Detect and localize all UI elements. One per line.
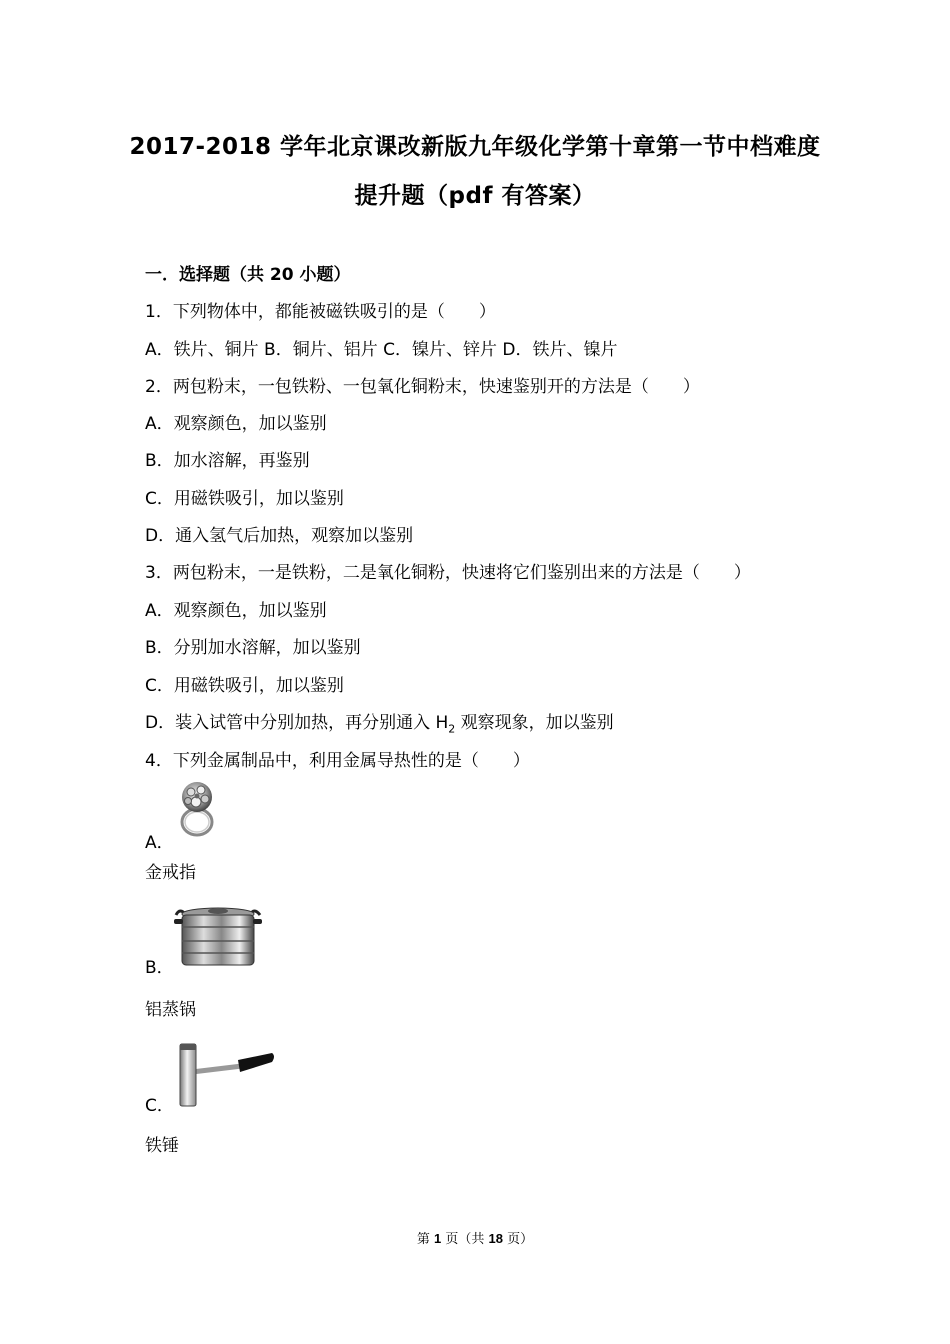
question-2-stem: 2．两包粉末，一包铁粉、一包氧化铜粉末，快速鉴别开的方法是（ ） [145,377,700,397]
option-d-text-pre: D．装入试管中分别加热，再分别通入 H [145,713,449,733]
question-2-option-b: B．加水溶解，再鉴别 [145,451,310,471]
question-1-stem: 1．下列物体中，都能被磁铁吸引的是（ ） [145,302,496,322]
question-4-option-c-caption: 铁锤 [145,1136,179,1156]
question-3-option-a: A．观察颜色，加以鉴别 [145,601,327,621]
question-4-option-a-letter: A． [145,833,174,853]
gold-ring-image [175,778,220,840]
question-2-option-c: C．用磁铁吸引，加以鉴别 [145,489,344,509]
section-heading: 一．选择题（共 20 小题） [145,265,351,285]
footer-page-number: 1 [434,1231,442,1246]
question-3-option-d [145,708,614,735]
question-1-options: A．铁片、铜片 B．铜片、铝片 C．镍片、锌片 D．铁片、镍片 [145,340,618,360]
question-3-stem: 3．两包粉末，一是铁粉，二是氧化铜粉，快速将它们鉴别出来的方法是（ ） [145,563,751,583]
footer-total-pages: 18 [488,1231,503,1246]
page-title-line2: 提升题（pdf 有答案） [354,183,596,209]
question-4-stem: 4．下列金属制品中，利用金属导热性的是（ ） [145,751,530,771]
page-title-line1: 2017-2018 学年北京课改新版九年级化学第十章第一节中档难度 [129,134,821,160]
question-4-option-b-letter: B． [145,958,174,978]
option-d-text-post: 观察现象，加以鉴别 [455,713,614,733]
footer-pre: 第 [416,1232,435,1247]
question-2-option-a: A．观察颜色，加以鉴别 [145,414,327,434]
question-2-option-d: D．通入氢气后加热，观察加以鉴别 [145,526,414,546]
question-4-option-c-letter: C． [145,1096,174,1116]
question-3-option-b: B．分别加水溶解，加以鉴别 [145,638,361,658]
footer-mid: 页（共 [441,1232,489,1247]
aluminum-steamer-image [172,905,264,971]
subscript-2: 2 [448,722,456,736]
footer-post: 页） [502,1232,534,1247]
question-4-option-a-caption: 金戒指 [145,863,196,883]
question-3-option-c: C．用磁铁吸引，加以鉴别 [145,676,344,696]
question-4-option-b-caption: 铝蒸锅 [145,1000,196,1020]
page-footer [0,1228,950,1247]
iron-hammer-image [172,1040,276,1108]
